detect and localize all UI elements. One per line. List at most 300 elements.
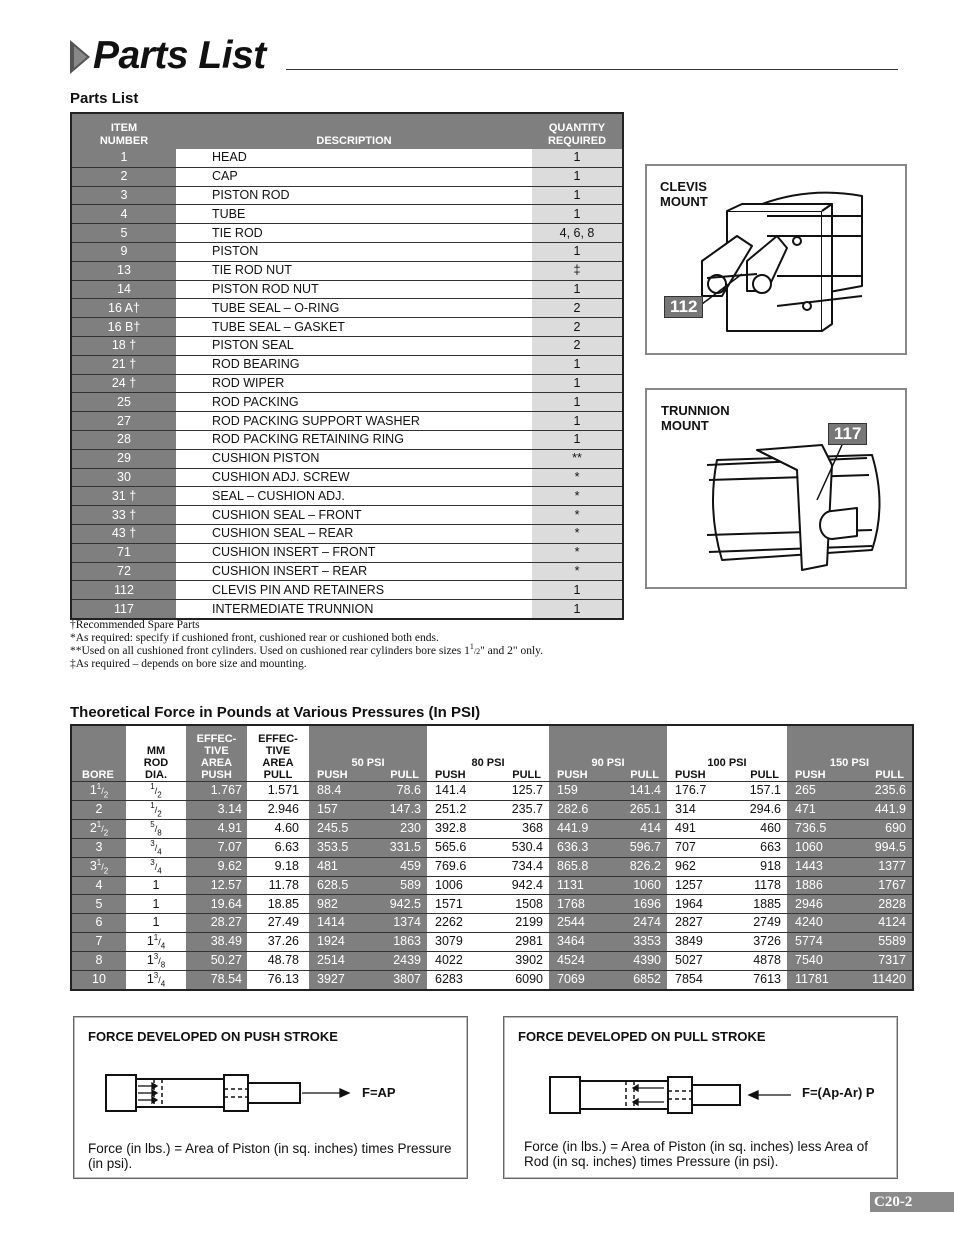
quantity-cell: **	[532, 449, 623, 468]
psi-150-header	[787, 725, 913, 781]
quantity-cell: *	[532, 524, 623, 543]
description-cell: CAP	[176, 167, 532, 186]
push-value: 769.6	[435, 859, 467, 873]
quantity-cell: 1	[532, 374, 623, 393]
description-cell: PISTON SEAL	[176, 336, 532, 355]
clevis-label-line2: MOUNT	[660, 194, 708, 209]
quantity-cell: 1	[532, 412, 623, 431]
push-pull-pair	[427, 914, 549, 931]
rod-cell	[126, 951, 186, 970]
pull-label: PULL	[512, 768, 541, 781]
pull-value: 2749	[753, 915, 781, 930]
pull-value: 2439	[393, 953, 421, 968]
push-pull-pair	[549, 952, 667, 969]
clevis-label-line1: CLEVIS	[660, 179, 707, 194]
fraction-slash: /	[154, 823, 158, 834]
description-cell: PISTON	[176, 242, 532, 261]
pull-value: 11420	[872, 972, 906, 987]
push-value: 5027	[675, 953, 703, 968]
pull-value: 5589	[878, 934, 906, 949]
push-value: 3927	[317, 972, 345, 987]
whole-number: 3	[89, 858, 97, 873]
description-cell: PISTON ROD	[176, 186, 532, 205]
push-pull-pair	[667, 952, 787, 969]
pressure-cell	[549, 838, 667, 857]
push-pull-pair	[309, 896, 427, 913]
description-cell: CLEVIS PIN AND RETAINERS	[176, 581, 532, 600]
parts-row	[71, 562, 623, 581]
fraction	[153, 878, 160, 892]
rod-header	[126, 725, 186, 781]
push-label: PUSH	[795, 768, 826, 781]
pressure-cell	[427, 876, 549, 895]
footnote-spare: †Recommended Spare Parts	[70, 619, 200, 631]
pressure-cell	[787, 781, 913, 800]
push-value: 3849	[675, 934, 703, 949]
pull-value: 2981	[515, 934, 543, 949]
pressure-cell	[667, 914, 787, 933]
rod-cell	[126, 819, 186, 838]
quantity-cell: 1	[532, 355, 623, 374]
push-area-line3: AREA	[200, 756, 233, 769]
push-value: 1257	[675, 877, 703, 892]
push-pull-pair	[667, 971, 787, 988]
parts-row	[71, 242, 623, 261]
item-number-cell: 3	[71, 186, 176, 205]
pull-value: 4124	[878, 915, 906, 930]
pull-value: 3807	[393, 972, 421, 987]
description-cell: CUSHION SEAL – FRONT	[176, 506, 532, 525]
pull-value: 7317	[878, 953, 906, 968]
fraction-denominator: 2	[103, 866, 109, 875]
push-value: 1414	[317, 915, 345, 930]
force-row	[71, 932, 913, 951]
fraction	[150, 859, 161, 873]
push-value: 282.6	[557, 802, 589, 816]
psi-150-subheaders	[787, 769, 912, 781]
push-value: 5774	[795, 934, 823, 949]
push-pull-pair	[549, 839, 667, 856]
push-area-cell: 7.07	[186, 838, 247, 857]
fraction-slash: /	[158, 955, 161, 966]
push-value: 4524	[557, 953, 585, 968]
pressure-cell	[427, 819, 549, 838]
parts-row	[71, 600, 623, 619]
push-value: 865.8	[557, 859, 589, 873]
description-cell: HEAD	[176, 149, 532, 167]
fraction	[146, 951, 166, 970]
push-formula: F=AP	[362, 1085, 396, 1100]
fraction	[90, 821, 108, 835]
pressure-cell	[549, 857, 667, 876]
pull-area-cell: 18.85	[247, 895, 309, 914]
fraction-slash: /	[154, 842, 158, 853]
pressure-cell	[549, 951, 667, 970]
rod-cell	[126, 914, 186, 933]
parts-row	[71, 318, 623, 337]
trunnion-mount-box	[645, 388, 907, 589]
fraction-slash: /	[101, 823, 104, 834]
pressure-cell	[309, 781, 427, 800]
push-pull-pair	[309, 820, 427, 837]
push-value: 392.8	[435, 821, 467, 835]
parts-row	[71, 412, 623, 431]
description-cell: ROD WIPER	[176, 374, 532, 393]
push-pull-pair	[309, 801, 427, 818]
push-value: 2544	[557, 915, 585, 930]
pull-value: 3726	[753, 934, 781, 949]
push-value: 2262	[435, 915, 463, 930]
pull-formula-box	[503, 1016, 898, 1179]
push-pull-pair	[549, 782, 667, 799]
fraction-numerator: 1	[96, 819, 102, 829]
pull-value: 596.7	[629, 840, 661, 854]
fraction	[150, 783, 161, 797]
quantity-cell: 1	[532, 242, 623, 261]
parts-row	[71, 186, 623, 205]
item-number-cell: 24 †	[71, 374, 176, 393]
pressure-cell	[549, 970, 667, 990]
pull-formula-text: Force (in lbs.) = Area of Piston (in sq. inches) less Area of Rod (in sq. inches) times Pressure (in psi).	[524, 1139, 869, 1169]
pull-value: 147.3	[389, 802, 421, 816]
push-value: 628.5	[317, 877, 349, 892]
pull-value: 414	[640, 821, 661, 835]
push-value: 251.2	[435, 802, 467, 816]
parts-row	[71, 506, 623, 525]
quantity-cell: *	[532, 543, 623, 562]
pressure-cell	[427, 951, 549, 970]
push-pull-pair	[549, 858, 667, 875]
psi-100-subheaders	[667, 769, 787, 781]
push-value: 1131	[557, 877, 584, 892]
footnote-double-star-end: " and 2" only.	[480, 644, 544, 657]
push-pull-pair	[309, 971, 427, 988]
push-value: 1060	[795, 840, 823, 854]
parts-row	[71, 449, 623, 468]
push-value: 265	[795, 783, 816, 797]
psi-50-subheaders	[309, 769, 427, 781]
push-value: 88.4	[317, 783, 342, 797]
parts-body	[71, 149, 623, 619]
pull-value: 942.4	[511, 877, 543, 892]
push-pull-pair	[549, 971, 667, 988]
push-value: 7540	[795, 953, 823, 968]
pressure-cell	[667, 838, 787, 857]
pull-value: 331.5	[389, 840, 421, 854]
description-cell: SEAL – CUSHION ADJ.	[176, 487, 532, 506]
pull-area-line1: EFFEC-	[258, 732, 298, 745]
push-pull-pair	[309, 933, 427, 950]
parts-row	[71, 280, 623, 299]
item-number-cell: 43 †	[71, 524, 176, 543]
fraction	[96, 897, 103, 911]
push-pull-pair	[787, 896, 912, 913]
description-cell: ROD PACKING	[176, 393, 532, 412]
pull-value: 918	[760, 859, 781, 873]
pressure-cell	[787, 932, 913, 951]
trunnion-mount-drawing	[647, 390, 905, 587]
push-label: PUSH	[675, 768, 706, 781]
fraction-denominator: 2	[157, 809, 162, 818]
pull-value: 826.2	[629, 859, 661, 873]
push-pull-pair	[787, 801, 912, 818]
push-area-cell: 38.49	[186, 932, 247, 951]
pressure-cell	[787, 876, 913, 895]
push-pull-pair	[427, 801, 549, 818]
push-formula-box	[73, 1016, 468, 1179]
pressure-cell	[787, 857, 913, 876]
quantity-cell: 1	[532, 205, 623, 224]
push-value: 1768	[557, 896, 585, 911]
pull-value: 4878	[753, 953, 781, 968]
pull-value: 294.6	[749, 802, 781, 816]
push-value: 11781	[795, 972, 829, 987]
description-cell: INTERMEDIATE TRUNNION	[176, 600, 532, 619]
pressure-cell	[549, 914, 667, 933]
fraction-numerator: 3	[153, 951, 159, 961]
bore-cell	[71, 895, 126, 914]
pressure-cell	[427, 914, 549, 933]
quantity-cell: *	[532, 468, 623, 487]
quantity-cell: 2	[532, 299, 623, 318]
page-title: Parts List	[93, 34, 266, 77]
push-pull-pair	[667, 782, 787, 799]
push-value: 491	[675, 821, 696, 835]
parts-header-row	[71, 113, 623, 149]
pressure-cell	[787, 819, 913, 838]
rod-cell	[126, 970, 186, 990]
psi-100-label: 100 PSI	[707, 756, 747, 769]
push-pull-pair	[549, 801, 667, 818]
bore-cell	[71, 932, 126, 951]
force-heading: Theoretical Force in Pounds at Various Pressures (In PSI)	[70, 704, 481, 721]
whole-number: 1	[146, 971, 154, 986]
item-number-cell: 13	[71, 261, 176, 280]
push-pull-pair	[427, 896, 549, 913]
push-pull-pair	[309, 839, 427, 856]
rod-cell	[126, 895, 186, 914]
push-value: 3079	[435, 934, 463, 949]
parts-table	[70, 112, 624, 620]
fraction	[96, 934, 103, 948]
push-value: 7854	[675, 972, 703, 987]
quantity-cell: *	[532, 562, 623, 581]
bore-header: BORE	[71, 725, 126, 781]
pull-value: 2199	[515, 915, 543, 930]
quantity-cell: 1	[532, 149, 623, 167]
fraction-numerator: 1	[96, 781, 102, 791]
pull-value: 235.7	[511, 802, 543, 816]
push-value: 565.6	[435, 840, 467, 854]
pull-value: 994.5	[874, 840, 906, 854]
pressure-cell	[309, 800, 427, 819]
pull-value: 1374	[393, 915, 421, 930]
pull-label: PULL	[875, 768, 904, 781]
description-cell: TIE ROD	[176, 224, 532, 243]
pull-value: 460	[760, 821, 781, 835]
item-number-cell: 71	[71, 543, 176, 562]
item-header-line1: ITEM	[110, 122, 138, 134]
pressure-cell	[309, 876, 427, 895]
quantity-cell: *	[532, 487, 623, 506]
quantity-cell: 2	[532, 318, 623, 337]
fraction-slash: /	[158, 936, 161, 947]
pressure-cell	[667, 895, 787, 914]
push-pull-pair	[549, 933, 667, 950]
pressure-cell	[787, 895, 913, 914]
fraction-numerator: 1	[96, 857, 102, 867]
push-pull-pair	[427, 782, 549, 799]
parts-row	[71, 487, 623, 506]
push-area-cell: 28.27	[186, 914, 247, 933]
pull-label: PULL	[390, 768, 419, 781]
pull-value: 530.4	[511, 840, 543, 854]
quantity-cell: *	[532, 506, 623, 525]
fraction-slash: /	[158, 974, 161, 985]
whole-number: 8	[95, 953, 103, 968]
push-pull-pair	[549, 820, 667, 837]
clevis-badge: 112	[664, 296, 703, 318]
item-number-cell: 33 †	[71, 506, 176, 525]
push-value: 707	[675, 840, 696, 854]
force-row	[71, 800, 913, 819]
pressure-cell	[667, 970, 787, 990]
item-number-cell: 9	[71, 242, 176, 261]
push-pull-pair	[667, 933, 787, 950]
push-pull-pair	[309, 877, 427, 894]
bore-cell	[71, 800, 126, 819]
whole-number: 1	[152, 896, 160, 911]
parts-row	[71, 543, 623, 562]
pressure-cell	[787, 970, 913, 990]
push-pull-pair	[427, 839, 549, 856]
rod-cell	[126, 800, 186, 819]
description-header: DESCRIPTION	[176, 113, 532, 149]
description-cell: CUSHION INSERT – REAR	[176, 562, 532, 581]
title-arrow-highlight	[74, 46, 87, 68]
pressure-cell	[549, 819, 667, 838]
psi-90-subheaders	[549, 769, 667, 781]
pressure-cell	[667, 857, 787, 876]
fraction-numerator: 3	[150, 838, 155, 848]
fraction-slash: /	[154, 861, 158, 872]
pull-value: 6090	[515, 972, 543, 987]
parts-row	[71, 524, 623, 543]
footnote-fraction-den: /2	[473, 646, 481, 656]
pressure-cell	[309, 932, 427, 951]
force-row	[71, 895, 913, 914]
item-number-cell: 16 B†	[71, 318, 176, 337]
psi-150-label: 150 PSI	[829, 756, 870, 769]
pull-value: 441.9	[874, 802, 906, 816]
push-value: 982	[317, 896, 338, 911]
pull-area-header	[247, 725, 309, 781]
whole-number: 2	[89, 820, 97, 835]
psi-90-label: 90 PSI	[591, 756, 625, 769]
fraction	[146, 970, 166, 989]
description-cell: PISTON ROD NUT	[176, 280, 532, 299]
psi-80-header	[427, 725, 549, 781]
rod-cell	[126, 876, 186, 895]
push-value: 3464	[557, 934, 585, 949]
push-cylinder-diagram	[102, 1069, 352, 1119]
pressure-cell	[309, 970, 427, 990]
fraction-slash: /	[154, 804, 158, 815]
trunnion-label-line1: TRUNNION	[661, 403, 730, 418]
pull-area-cell: 37.26	[247, 932, 309, 951]
pull-label: PULL	[630, 768, 659, 781]
fraction	[150, 821, 161, 835]
quantity-header	[532, 113, 623, 149]
pressure-cell	[309, 857, 427, 876]
fraction-slash: /	[101, 861, 104, 872]
parts-row	[71, 468, 623, 487]
pressure-cell	[427, 857, 549, 876]
pull-value: 230	[400, 821, 421, 835]
pull-area-line4: PULL	[263, 768, 293, 781]
push-pull-pair	[667, 820, 787, 837]
pressure-cell	[309, 914, 427, 933]
rod-header-line2: ROD	[143, 756, 169, 769]
fraction	[96, 915, 103, 929]
rod-header-line3: DIA.	[145, 768, 167, 781]
pressure-cell	[309, 895, 427, 914]
pull-value: 1885	[753, 896, 781, 911]
whole-number: 5	[95, 896, 103, 911]
description-cell: ROD PACKING RETAINING RING	[176, 430, 532, 449]
whole-number: 1	[146, 952, 154, 967]
push-formula-text: Force (in lbs.) = Area of Piston (in sq. inches) times Pressure (in psi).	[88, 1141, 452, 1171]
push-value: 4240	[795, 915, 823, 930]
fraction-numerator: 1	[153, 932, 159, 942]
item-number-cell: 29	[71, 449, 176, 468]
item-number-cell: 14	[71, 280, 176, 299]
psi-50-header	[309, 725, 427, 781]
fraction-numerator: 1	[150, 781, 155, 791]
pressure-cell	[787, 800, 913, 819]
push-pull-pair	[787, 971, 912, 988]
fraction-denominator: 4	[157, 847, 162, 856]
force-row	[71, 876, 913, 895]
item-number-cell: 18 †	[71, 336, 176, 355]
push-value: 176.7	[675, 783, 707, 797]
parts-row	[71, 374, 623, 393]
footnote-double-star-text: **Used on all cushioned front cylinders. Used on cushioned rear cylinders bore sizes 1	[70, 644, 470, 657]
fraction-numerator: 3	[150, 857, 155, 867]
pressure-cell	[667, 876, 787, 895]
bore-cell	[71, 876, 126, 895]
fraction-denominator: 4	[160, 979, 166, 989]
fraction	[153, 915, 160, 929]
push-value: 1571	[435, 896, 463, 911]
push-value: 159	[557, 783, 578, 797]
page-number: C20-2	[870, 1192, 954, 1212]
push-area-cell: 19.64	[186, 895, 247, 914]
push-pull-pair	[427, 877, 549, 894]
push-pull-pair	[667, 914, 787, 931]
footnote-double-star	[70, 641, 544, 659]
fraction	[150, 802, 161, 816]
force-row	[71, 838, 913, 857]
push-pull-pair	[427, 858, 549, 875]
pull-value: 663	[760, 840, 781, 854]
pressure-cell	[427, 838, 549, 857]
pull-value: 1767	[878, 877, 906, 892]
pull-value: 1696	[633, 896, 661, 911]
push-pull-pair	[667, 858, 787, 875]
pressure-cell	[427, 932, 549, 951]
push-value: 353.5	[317, 840, 349, 854]
